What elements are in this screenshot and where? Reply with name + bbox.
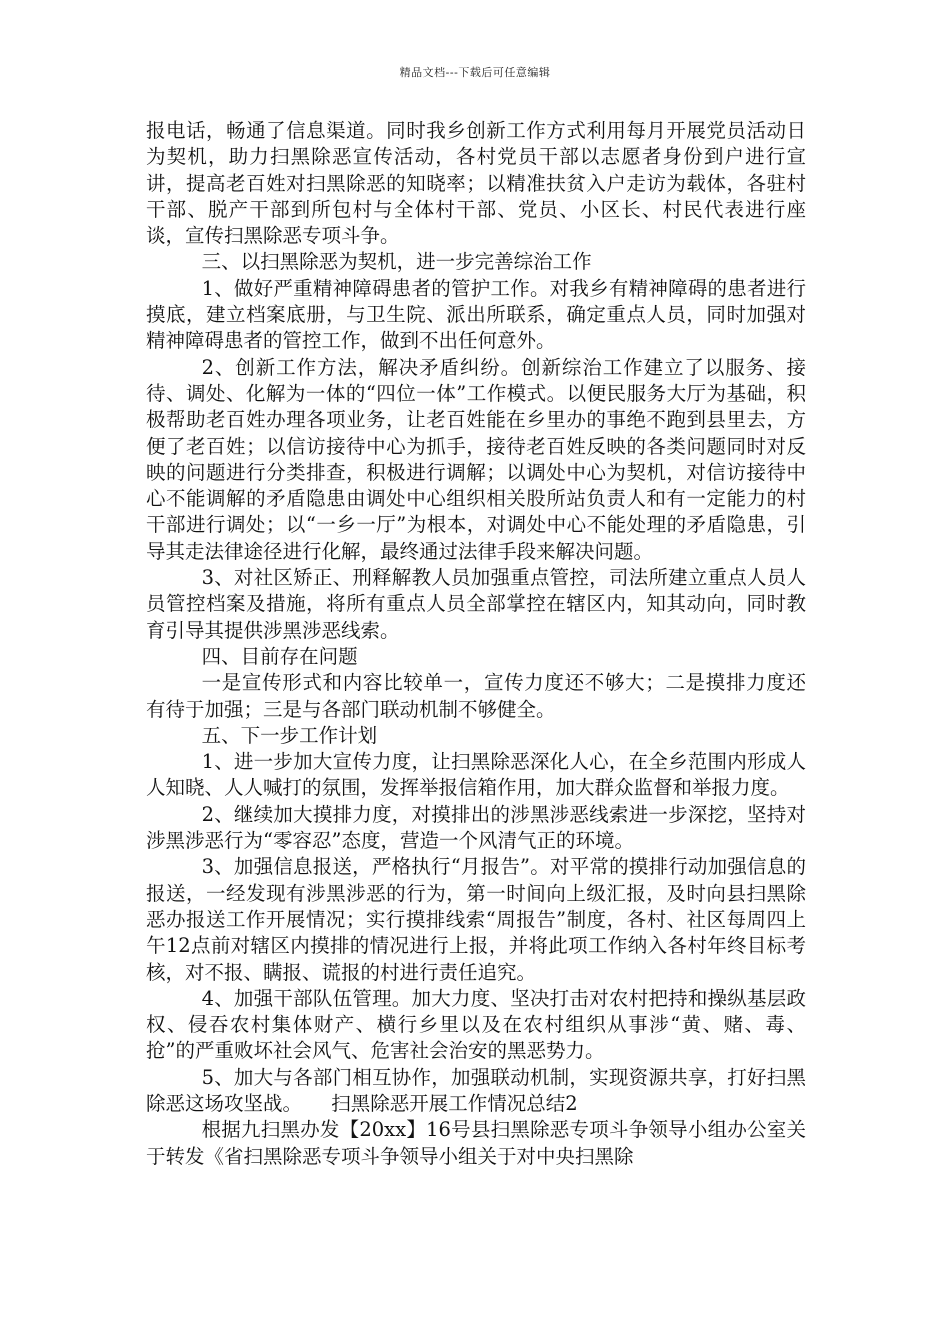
paragraph: 根据九扫黑办发【20xx】16号县扫黑除恶专项斗争领导小组办公室关于转发《省扫黑除恶专项斗争领导小组关于对中央扫黑除: [146, 1118, 806, 1168]
paragraph: 1、进一步加大宣传力度，让扫黑除恶深化人心，在全乡范围内形成人人知晓、人人喊打的氛围，发挥举报信箱作用，加大群众监督和举报力度。: [146, 750, 806, 800]
paragraph: 2、创新工作方法，解决矛盾纠纷。创新综治工作建立了以服务、接待、调处、化解为一体的“四位一体”工作模式。以便民服务大厅为基础，积极帮助老百姓办理各项业务，让老百姓能在乡里办的事绝不跑到县里去，方便了老百姓；以信访接待中心为抓手，接待老百姓反映的各类问题同时对反映的问题进行分类排查，积极进行调解；以调处中心为契机，对信访接待中心不能调解的矛盾隐患由调处中心组织相关股所站负责人和有一定能力的村干部进行调处；以“一乡一厅”为根本，对调处中心不能处理的矛盾隐患，引导其走法律途径进行化解，最终通过法律手段来解决问题。: [146, 355, 806, 563]
section-heading: 五、下一步工作计划: [201, 723, 378, 747]
paragraph: 报电话，畅通了信息渠道。同时我乡创新工作方式利用每月开展党员活动日为契机，助力扫黑除恶宣传活动，各村党员干部以志愿者身份到户进行宣讲，提高老百姓对扫黑除恶的知晓率；以精准扶贫入户走访为载体，各驻村干部、脱产干部到所包村与全体村干部、党员、小区长、村民代表进行座谈，宣传扫黑除恶专项斗争。: [146, 119, 806, 248]
page-header: 精品文档---下载后可任意编辑: [399, 66, 551, 79]
paragraph: 1、做好严重精神障碍患者的管护工作。对我乡有精神障碍的患者进行摸底，建立档案底册，与卫生院、派出所联系，确定重点人员，同时加强对精神障碍患者的管控工作，做到不出任何意外。: [146, 276, 806, 353]
paragraph: 3、对社区矫正、刑释解教人员加强重点管控，司法所建立重点人员人员管控档案及措施，将所有重点人员全部掌控在辖区内，知其动向，同时教育引导其提供涉黑涉恶线索。: [146, 566, 806, 642]
paragraph: 一是宣传形式和内容比较单一，宣传力度还不够大；二是摸排力度还有待于加强；三是与各部门联动机制不够健全。: [146, 671, 806, 721]
paragraph: 4、加强干部队伍管理。加大力度、坚决打击对农村把持和操纵基层政权、侵吞农村集体财产、横行乡里以及在农村组织从事涉“黄、赌、毒、抢”的严重败坏社会风气、危害社会治安的黑恶势力。: [146, 986, 806, 1063]
paragraph: 2、继续加大摸排力度，对摸排出的涉黑涉恶线索进一步深挖，坚持对涉黑涉恶行为“零容忍”态度，营造一个风清气正的环境。: [146, 802, 806, 853]
section-heading: 四、目前存在问题: [201, 644, 358, 668]
section-heading: 三、以扫黑除恶为契机，进一步完善综治工作: [201, 250, 592, 274]
document-body: [146, 118, 806, 1170]
paragraph: 3、加强信息报送，严格执行“月报告”。对平常的摸排行动加强信息的报送，一经发现有涉黑涉恶的行为，第一时间向上级汇报，及时向县扫黑除恶办报送工作开展情况；实行摸排线索“周报告”制度，各村、社区每周四上午12点前对辖区内摸排的情况进行上报，并将此项工作纳入各村年终目标考核，对不报、瞒报、谎报的村进行责任追究。: [146, 855, 806, 984]
paragraph: 5、加大与各部门相互协作，加强联动机制，实现资源共享，打好扫黑除恶这场攻坚战。 扫黑除恶开展工作情况总结2: [146, 1065, 806, 1115]
